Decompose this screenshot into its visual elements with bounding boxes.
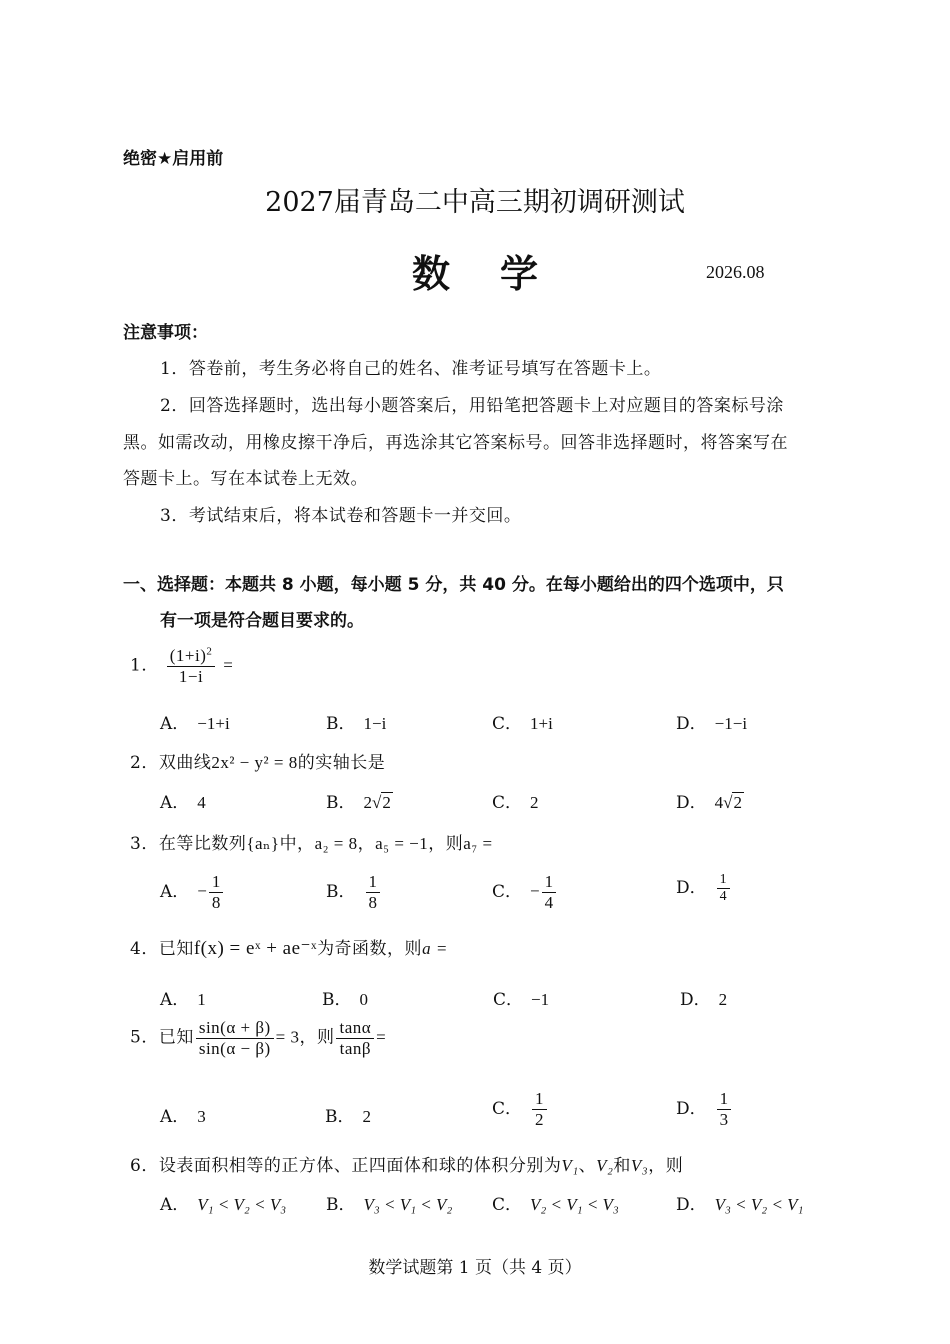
q5-tan-fraction bbox=[336, 1018, 374, 1058]
q5-option-a[interactable] bbox=[160, 1102, 206, 1127]
q6-v2: V₂ bbox=[596, 1156, 614, 1175]
q4-text-pre: 已知 bbox=[158, 939, 194, 959]
option-label: A． bbox=[160, 1107, 190, 1127]
option-label: B． bbox=[326, 881, 356, 902]
option-value: V₃ < V₁ < V₂ bbox=[363, 1195, 453, 1214]
question-1 bbox=[130, 646, 233, 686]
option-value: 3 bbox=[197, 1107, 206, 1126]
option-value: −1−i bbox=[714, 714, 748, 733]
fraction-denominator: 8 bbox=[368, 892, 377, 912]
question-number: 5． bbox=[130, 1027, 159, 1048]
fraction-denominator: sin(α − β) bbox=[198, 1038, 271, 1058]
q1-option-b[interactable] bbox=[326, 709, 386, 734]
option-label: D． bbox=[676, 714, 707, 734]
option-value: 2 bbox=[718, 990, 728, 1009]
option-label: C． bbox=[493, 990, 524, 1010]
subject-title: 数 学 bbox=[412, 252, 545, 296]
option-label: D． bbox=[676, 1098, 707, 1119]
secret-label: 绝密★启用前 bbox=[123, 149, 224, 169]
page-footer: 数学试题第 1 页（共 4 页） bbox=[368, 1258, 582, 1278]
q2-option-a[interactable] bbox=[160, 788, 206, 813]
q2-option-b[interactable] bbox=[326, 788, 393, 813]
fraction-denominator: 4 bbox=[544, 892, 554, 912]
question-5 bbox=[130, 1018, 386, 1058]
q6-sep: 、 bbox=[578, 1156, 597, 1176]
question-6 bbox=[130, 1151, 683, 1176]
q5-equals: = 3 bbox=[275, 1027, 300, 1047]
option-label: D． bbox=[676, 1195, 707, 1215]
option-label: A． bbox=[160, 793, 190, 813]
question-number: 4． bbox=[130, 939, 159, 959]
q3-a5: a₅ = −1 bbox=[375, 834, 429, 853]
option-value: V₃ < V₂ < V₁ bbox=[714, 1195, 804, 1214]
option-label: B． bbox=[325, 1107, 355, 1127]
fraction-numerator: 1 bbox=[542, 872, 557, 893]
option-label: C． bbox=[492, 793, 523, 813]
q6-option-d[interactable] bbox=[676, 1190, 803, 1215]
option-fraction bbox=[717, 872, 730, 905]
fraction-numerator: 1 bbox=[209, 872, 224, 893]
q5-sine-fraction bbox=[196, 1018, 274, 1058]
option-label: D． bbox=[676, 878, 707, 899]
q6-and: 和 bbox=[613, 1156, 631, 1176]
fraction-numerator: 1 bbox=[717, 1089, 732, 1110]
q5-text-pre: 已知 bbox=[158, 1027, 194, 1048]
option-value: 2 bbox=[362, 1107, 371, 1126]
question-2 bbox=[130, 748, 385, 773]
notice-item-2-line-3: 答题卡上。写在本试卷上无效。 bbox=[123, 469, 368, 489]
fraction-denominator: 8 bbox=[211, 892, 221, 912]
q1-equals: = bbox=[223, 655, 234, 675]
q3-text-pre: 在等比数列 bbox=[158, 834, 247, 854]
option-value: 4√2 bbox=[714, 793, 742, 812]
q3-option-c[interactable] bbox=[492, 872, 558, 912]
q4-text-post: 为奇函数，则 bbox=[317, 939, 423, 959]
notice-heading: 注意事项： bbox=[123, 323, 208, 343]
option-fraction bbox=[366, 872, 381, 912]
sqrt-coefficient: 4 bbox=[714, 793, 724, 812]
q1-exponent: 2 bbox=[206, 645, 213, 658]
q1-numerator: (1+i) bbox=[169, 646, 207, 665]
q3-option-a[interactable] bbox=[160, 872, 225, 912]
q5-text-mid: ，则 bbox=[299, 1027, 335, 1048]
fraction-numerator: 1 bbox=[366, 872, 381, 893]
option-label: B． bbox=[326, 793, 356, 813]
option-value: −1 bbox=[531, 990, 550, 1009]
option-value: V₂ < V₁ < V₃ bbox=[530, 1195, 619, 1214]
q6-v3: V₃ bbox=[630, 1156, 649, 1175]
fraction-denominator: 3 bbox=[719, 1109, 729, 1129]
q4-option-c[interactable] bbox=[493, 985, 549, 1010]
question-4 bbox=[130, 934, 448, 960]
question-number: 3． bbox=[130, 834, 159, 854]
option-fraction bbox=[209, 872, 224, 912]
q4-function: f(x) = eˣ + ae⁻ˣ bbox=[193, 938, 318, 959]
option-fraction bbox=[717, 1089, 732, 1129]
option-label: A． bbox=[160, 881, 190, 902]
notice-item-2-line-1: 2．回答选择题时，选出每小题答案后，用铅笔把答题卡上对应题目的答案标号涂 bbox=[160, 396, 784, 416]
fraction-numerator: tanα bbox=[336, 1018, 374, 1039]
q2-equation: 2x² − y² = 8 bbox=[211, 753, 298, 772]
option-label: C． bbox=[492, 881, 523, 902]
q3-text-post: ，则 bbox=[428, 834, 464, 854]
option-label: C． bbox=[492, 1098, 523, 1119]
q6-option-a[interactable] bbox=[160, 1190, 286, 1215]
option-label: D． bbox=[680, 990, 711, 1010]
option-value: 4 bbox=[197, 793, 206, 812]
q5-option-d[interactable] bbox=[676, 1089, 733, 1129]
q1-option-d[interactable] bbox=[676, 709, 747, 734]
option-label: D． bbox=[676, 793, 707, 813]
q3-a7: a₇ = bbox=[463, 834, 493, 853]
option-sign: − bbox=[197, 881, 207, 901]
sqrt-radicand: 2 bbox=[733, 793, 742, 812]
option-label: A． bbox=[160, 1195, 190, 1215]
q3-sequence: {aₙ} bbox=[246, 834, 280, 853]
notice-item-1: 1．答卷前，考生务必将自己的姓名、准考证号填写在答题卡上。 bbox=[160, 359, 662, 379]
exam-title: 2027届青岛二中高三期初调研测试 bbox=[265, 187, 685, 218]
option-sign: − bbox=[530, 881, 540, 901]
question-3 bbox=[130, 829, 493, 854]
section-1-heading-line-1: 一、选择题：本题共 8 小题，每小题 5 分，共 40 分。在每小题给出的四个选项中，只 bbox=[123, 575, 784, 595]
q6-option-c[interactable] bbox=[492, 1190, 619, 1215]
option-fraction bbox=[532, 1089, 547, 1129]
q2-text-pre: 双曲线 bbox=[158, 753, 212, 773]
fraction-numerator: 1 bbox=[532, 1089, 547, 1110]
q1-option-c[interactable] bbox=[492, 709, 553, 734]
q4-option-d[interactable] bbox=[680, 985, 727, 1010]
sqrt-radicand: 2 bbox=[382, 793, 391, 812]
option-value: 1 bbox=[197, 990, 206, 1009]
question-number: 2． bbox=[130, 753, 159, 773]
option-fraction bbox=[542, 872, 557, 912]
q6-text: 设表面积相等的正方体、正四面体和球的体积分别为 bbox=[158, 1156, 562, 1176]
option-label: C． bbox=[492, 714, 523, 734]
q1-option-a[interactable] bbox=[160, 709, 230, 734]
q1-fraction bbox=[167, 646, 216, 686]
q2-text-post: 的实轴长是 bbox=[297, 753, 386, 773]
q4-option-b[interactable] bbox=[322, 985, 368, 1010]
q2-option-d[interactable] bbox=[676, 788, 744, 813]
option-label: A． bbox=[160, 714, 190, 734]
q6-option-b[interactable] bbox=[326, 1190, 452, 1215]
q6-tail: ，则 bbox=[648, 1156, 684, 1176]
notice-item-2-line-2: 黑。如需改动，用橡皮擦干净后，再选涂其它答案标号。回答非选择题时，将答案写在 bbox=[123, 433, 788, 453]
fraction-denominator: 2 bbox=[535, 1109, 544, 1129]
exam-date: 2026.08 bbox=[706, 262, 765, 282]
option-value: −1+i bbox=[197, 714, 230, 733]
option-label: B． bbox=[322, 990, 352, 1010]
fraction-denominator: tanβ bbox=[339, 1038, 372, 1058]
option-value: 1+i bbox=[530, 714, 553, 733]
option-value: 1−i bbox=[363, 714, 387, 733]
q4-option-a[interactable] bbox=[160, 985, 206, 1010]
q2-option-c[interactable] bbox=[492, 788, 539, 813]
option-label: C． bbox=[492, 1195, 523, 1215]
question-number: 6． bbox=[130, 1156, 159, 1176]
option-label: B． bbox=[326, 714, 356, 734]
option-value: 2 bbox=[530, 793, 539, 812]
q3-a2: a₂ = 8 bbox=[314, 834, 358, 853]
fraction-numerator: 1 bbox=[717, 872, 730, 889]
q5-tail: = bbox=[376, 1027, 387, 1047]
q5-option-b[interactable] bbox=[325, 1102, 371, 1127]
section-1-heading-line-2: 有一项是符合题目要求的。 bbox=[160, 611, 364, 631]
q4-ask: a = bbox=[422, 939, 448, 958]
q5-option-c[interactable] bbox=[492, 1089, 549, 1129]
q3-option-d[interactable] bbox=[676, 872, 732, 905]
notice-item-3: 3．考试结束后，将本试卷和答题卡一并交回。 bbox=[160, 506, 522, 526]
q1-denominator: 1−i bbox=[178, 666, 204, 686]
q3-option-b[interactable] bbox=[326, 872, 382, 912]
option-value: 0 bbox=[359, 990, 368, 1009]
option-label: B． bbox=[326, 1195, 356, 1215]
option-value: 2√2 bbox=[363, 793, 391, 812]
q3-sep: ， bbox=[357, 834, 376, 854]
option-value: V₁ < V₂ < V₃ bbox=[197, 1195, 287, 1214]
question-number: 1． bbox=[130, 655, 159, 676]
q6-v1: V₁ bbox=[561, 1156, 579, 1175]
option-label: A． bbox=[160, 990, 190, 1010]
fraction-numerator: sin(α + β) bbox=[196, 1018, 274, 1039]
sqrt-coefficient: 2 bbox=[363, 793, 372, 812]
q3-text-mid: 中， bbox=[279, 834, 315, 854]
fraction-denominator: 4 bbox=[719, 889, 727, 905]
